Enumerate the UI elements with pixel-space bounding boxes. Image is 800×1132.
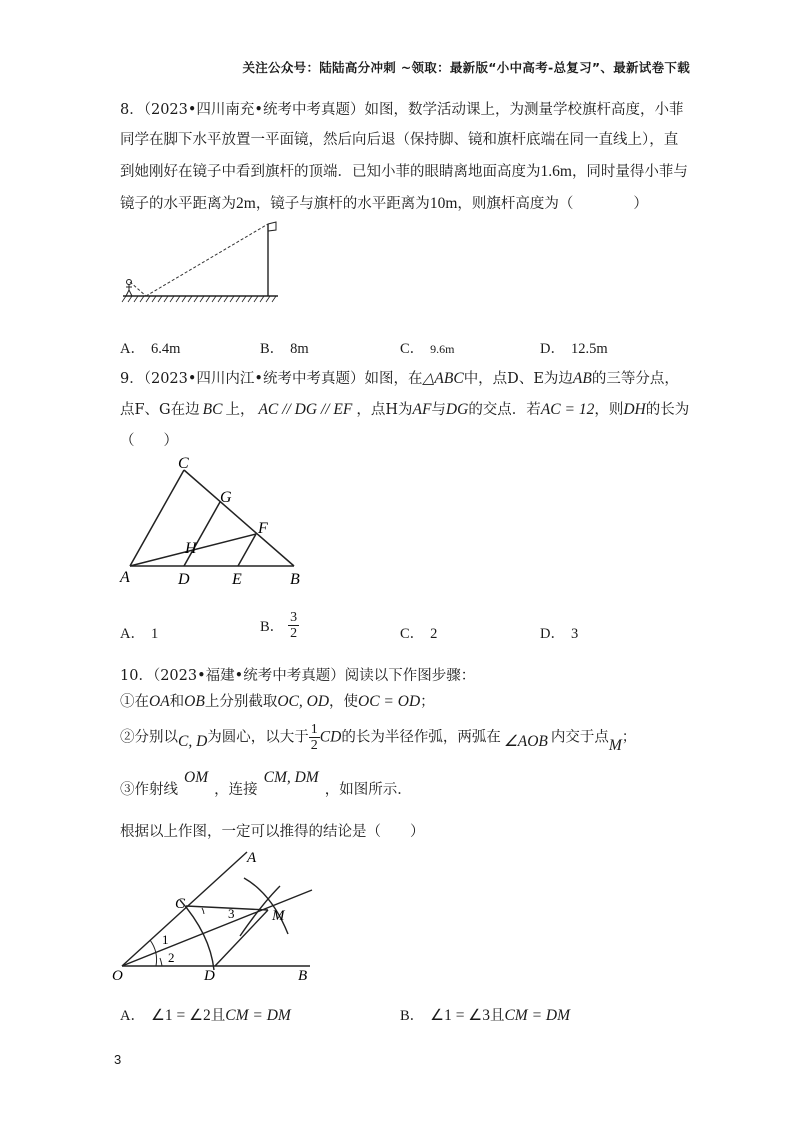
q9-option-a[interactable]: A． 1: [120, 626, 159, 642]
q9-figure: [112, 452, 312, 590]
label-c: C: [178, 455, 189, 472]
q8-option-b[interactable]: B． 8m: [260, 341, 309, 357]
q8-line-1: 8．（2023•四川南充•统考中考真题）如图，数学活动课上，为测量学校旗杆高度，小菲: [120, 102, 684, 118]
label-e: E: [232, 571, 242, 588]
flag-icon: [268, 222, 276, 231]
q9-line-3: （ ）: [120, 433, 178, 449]
ground-hatching: [122, 296, 276, 302]
label-a: A: [247, 850, 257, 866]
q8-line-4: [120, 192, 648, 213]
page-number: 3: [114, 1052, 122, 1067]
q8-figure: [118, 218, 288, 308]
q8-text: 到她刚好在镜子中看到旗杆的顶端．已知小菲的眼睛离地面高度为: [120, 164, 541, 180]
segment-ef: [238, 534, 256, 566]
label-angle-2: 2: [168, 950, 175, 965]
ray-om: [122, 890, 312, 966]
sight-line-to-top: [146, 224, 268, 296]
q10-step-1: ①在OA和OB上分别截取OC, OD，使OC = OD；: [120, 693, 435, 710]
label-d: D: [204, 968, 215, 982]
q8-dist-girl-mirror: 2m: [236, 195, 256, 212]
sight-line-to-mirror: [130, 282, 146, 296]
angle-3-arc: [202, 908, 204, 914]
label-b: B: [298, 968, 308, 982]
q10-line-5: 根据以上作图，一定可以推得的结论是（ ）: [120, 824, 425, 840]
q10-option-b[interactable]: B． ∠1 = ∠3且CM = DM: [400, 1007, 571, 1024]
q8-text: ，则旗杆高度为（: [457, 196, 574, 212]
q8-option-d[interactable]: D． 12.5m: [540, 341, 608, 357]
q8-line-2: 同学在脚下水平放置一平面镜，然后向后退（保持脚、镜和旗杆底端在同一直线上），直: [120, 132, 679, 148]
label-b: B: [290, 571, 300, 588]
label-angle-3: 3: [228, 906, 235, 921]
angle-2-arc: [160, 958, 162, 966]
label-h: H: [185, 540, 197, 557]
fraction-three-halves: $\frac{3}{2}$: [290, 610, 298, 641]
arc-from-o: [180, 900, 214, 970]
q9-triangle-abc: △ABC: [422, 370, 464, 387]
q10-figure: [112, 842, 332, 982]
q8-dist-mirror-pole: 10m: [429, 195, 458, 212]
q9-option-c[interactable]: C． 2: [400, 626, 438, 642]
label-d: D: [178, 571, 190, 588]
label-a: A: [120, 569, 130, 586]
q9-option-b[interactable]: B． $\frac{3}{2}$: [260, 610, 298, 641]
q8-text: ，同时量得小菲与: [571, 164, 688, 180]
q9-option-d[interactable]: D． 3: [540, 626, 579, 642]
label-angle-1: 1: [162, 932, 169, 947]
q8-text: ，镜子与旗杆的水平距离为: [255, 196, 430, 212]
q10-option-a[interactable]: A． ∠1 = ∠2且CM = DM: [120, 1007, 291, 1024]
q8-option-c[interactable]: C． 9.6m: [400, 341, 455, 357]
label-m: M: [272, 908, 285, 924]
girl-figure-icon: [126, 280, 132, 297]
fraction-one-half: $\frac{1}{2}$: [310, 722, 318, 753]
segment-cm: [186, 906, 268, 910]
q9-line-1: 9．（2023•四川内江•统考中考真题）如图，在△ABC中，点D、E为边AB的三等分点，: [120, 370, 679, 387]
q8-line-3: [120, 160, 688, 181]
q9-line-2: 点F、G在边 BC 上， AC // DG // EF ，点H为AF与DG的交点．若AC = 12，则DH的长为: [120, 401, 690, 418]
q8-eye-height: 1.6m: [540, 163, 572, 180]
label-f: F: [258, 520, 268, 537]
label-c: C: [175, 896, 186, 912]
q10-step-2: ②分别以C, D为圆心，以大于 $\frac{1}{2}$ CD的长为半径作弧，两弧在 ∠AOB 内交于点M；: [120, 722, 637, 754]
q10-step-3: ③作射线OM，连接CM, DM，如图所示．: [120, 769, 412, 798]
q8-option-a[interactable]: A． 6.4m: [120, 341, 181, 357]
arc-from-c: [244, 878, 288, 934]
q10-line-1: 10．（2023•福建•统考中考真题）阅读以下作图步骤：: [120, 668, 476, 684]
q8-text: ）: [633, 196, 648, 212]
page-header: 关注公众号：陆陆高分冲刺 ~领取：最新版“小中高考-总复习”、最新试卷下载: [242, 60, 690, 75]
segment-bc: [184, 470, 294, 566]
label-o: O: [112, 968, 123, 982]
q8-text: 镜子的水平距离为: [120, 196, 236, 212]
label-g: G: [220, 489, 232, 506]
segment-ac: [130, 470, 184, 566]
